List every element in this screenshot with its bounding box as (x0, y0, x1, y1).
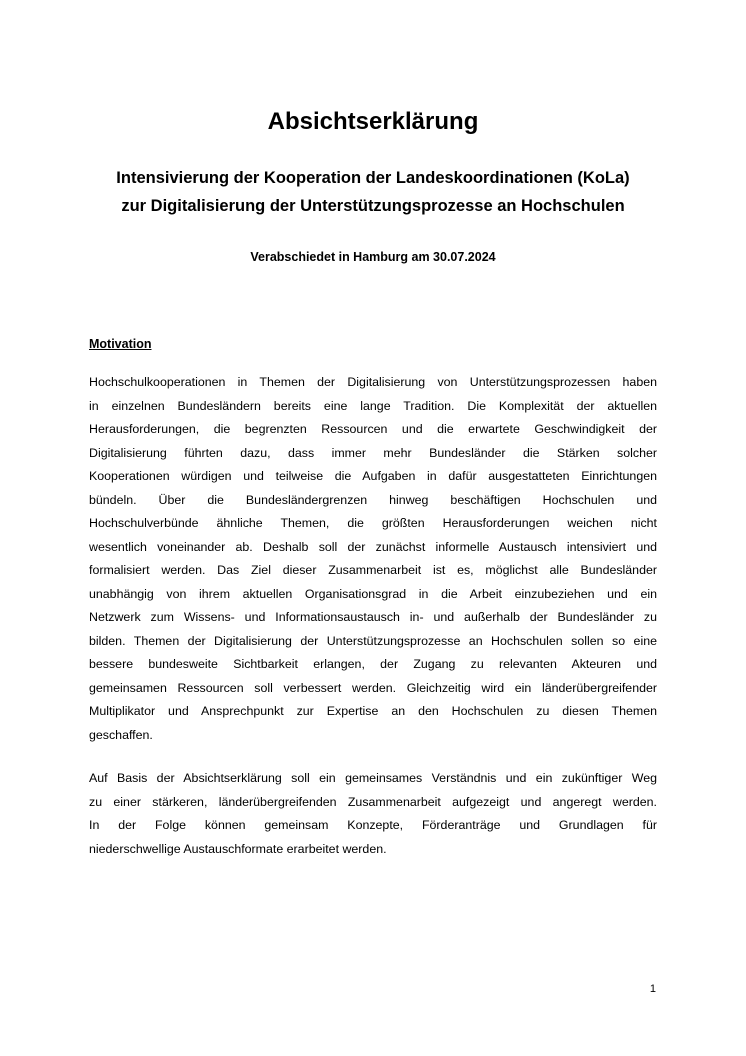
paragraph-line: Kooperationen würdigen und teilweise die Aufgaben in dafür ausgestatteten Einrichtungen (89, 469, 657, 483)
paragraph-line: Herausforderungen, die begrenzten Ressourcen und die erwartete Geschwindigkeit der (89, 422, 657, 436)
paragraph-line: bündeln. Über die Bundesländergrenzen hinweg beschäftigen Hochschulen und (89, 492, 657, 507)
paragraph-line: gemeinsamen Ressourcen soll verbessert werden. Gleichzeitig wird ein länderübergreifender (89, 680, 657, 695)
paragraph-line: Multiplikator und Ansprechpunkt zur Expertise an den Hochschulen zu diesen Themen (89, 704, 657, 718)
paragraph-line: Netzwerk zum Wissens- und Informationsaustausch in- und außerhalb der Bundesländer zu (89, 610, 657, 624)
paragraph-line: zu einer stärkeren, länderübergreifenden Zusammenarbeit aufgezeigt und angeregt werden. (89, 794, 657, 809)
paragraph-line: Hochschulkooperationen in Themen der Digitalisierung von Unterstützungsprozessen haben (89, 375, 657, 389)
subtitle-line: Intensivierung der Kooperation der Landeskoordinationen (KoLa) (116, 169, 630, 187)
motivation-paragraph-1 (89, 371, 657, 747)
paragraph-line: geschaffen. (89, 727, 153, 742)
paragraph-line: In der Folge können gemeinsam Konzepte, Förderanträge und Grundlagen für (89, 818, 657, 832)
paragraph-line: niederschwellige Austauschformate erarbeitet werden. (89, 841, 387, 856)
paragraph-line: bessere bundesweite Sichtbarkeit erlangen, der Zugang zu relevanten Akteuren und (89, 657, 657, 671)
paragraph-line: formalisiert werden. Das Ziel dieser Zusammenarbeit ist es, möglichst alle Bundesländer (89, 563, 657, 577)
page-number: 1 (649, 983, 656, 995)
paragraph-line: Digitalisierung führten dazu, dass immer mehr Bundesländer die Stärken solcher (89, 445, 657, 460)
section-heading-motivation: Motivation (89, 337, 152, 351)
subtitle-line: zur Digitalisierung der Unterstützungsprozesse an Hochschulen (121, 197, 625, 215)
paragraph-line: wesentlich voneinander ab. Deshalb soll der zunächst informelle Austausch intensiviert und (89, 539, 657, 554)
motivation-paragraph-2 (89, 767, 657, 861)
paragraph-line: in einzelnen Bundesländern bereits eine lange Tradition. Die Komplexität der aktuellen (89, 398, 657, 413)
document-title: Absichtserklärung (267, 108, 479, 135)
paragraph-line: Hochschulverbünde ähnliche Themen, die größten Herausforderungen weichen nicht (89, 516, 657, 530)
document-subtitle (0, 164, 746, 220)
paragraph-line: Auf Basis der Absichtserklärung soll ein gemeinsames Verständnis und ein zukünftiger Weg (89, 771, 657, 785)
paragraph-line: unabhängig von ihrem aktuellen Organisationsgrad in die Arbeit einzubeziehen und ein (89, 586, 657, 601)
adoption-note: Verabschiedet in Hamburg am 30.07.2024 (250, 250, 496, 264)
paragraph-line: bilden. Themen der Digitalisierung der Unterstützungsprozesse an Hochschulen sollen so eine (89, 633, 657, 648)
